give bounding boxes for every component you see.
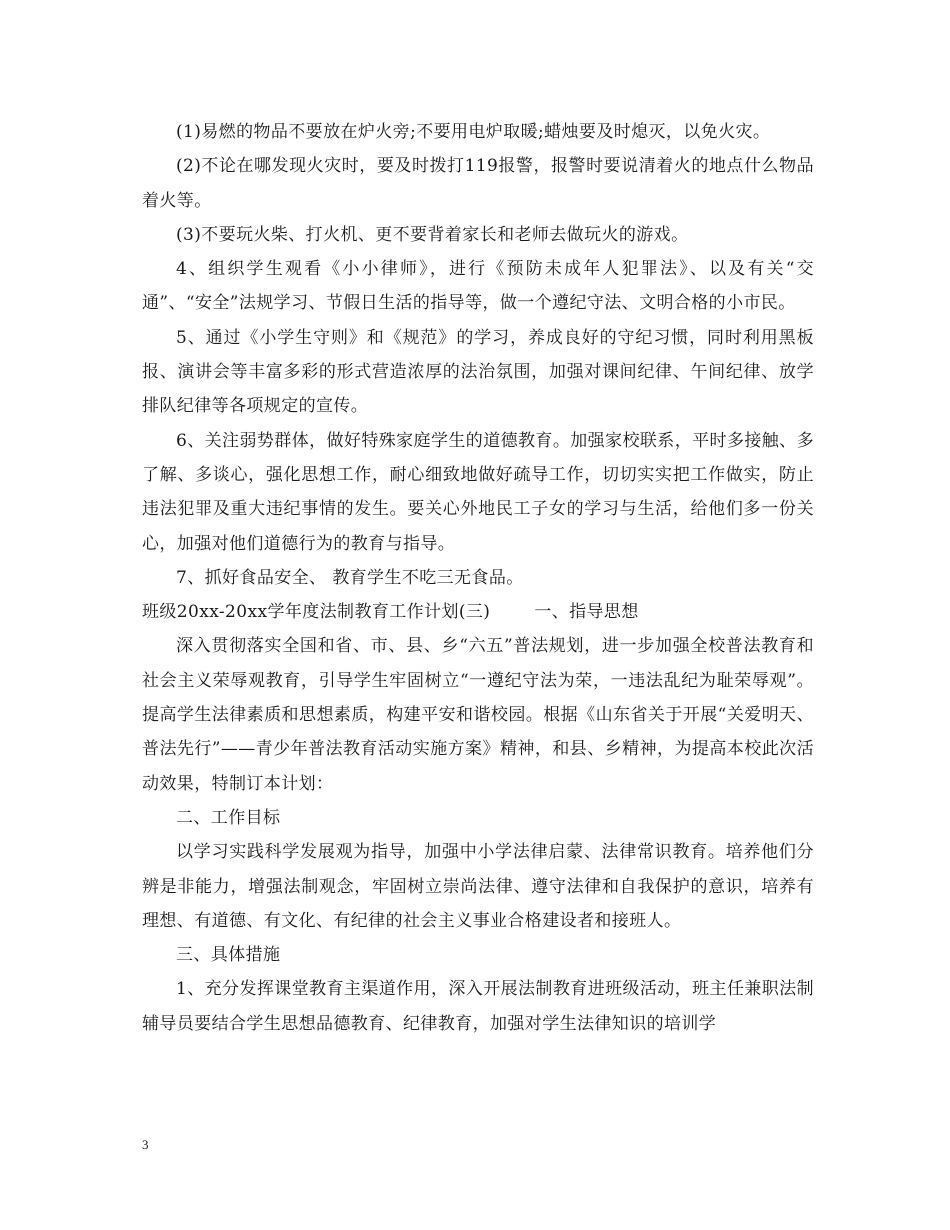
section-heading-work-goals: 二、工作目标 xyxy=(176,807,281,828)
paragraph-item-6: 6、关注弱势群体，做好特殊家庭学生的道德教育。加强家校联系，平时多接触、多了解、多谈心，强化思想工作，耐心细致地做好疏导工作，切切实实把工作做实，防止违法犯罪及重大违纪事情的发生。要关心外地民工子女的学习与生活，给他们多一份关心，加强对他们道德行为的教育与指导。 xyxy=(142,430,814,554)
paragraph-item-7: 7、抓好食品安全、 教育学生不吃三无食品。 xyxy=(176,567,524,588)
document-body xyxy=(142,115,814,1041)
section-heading-measures: 三、具体措施 xyxy=(176,945,281,966)
paragraph-fire-safety-3: (3)不要玩火柴、打火机、更不要背着家长和老师去做玩火的游戏。 xyxy=(176,224,689,245)
paragraph-fire-safety-1: (1)易燃的物品不要放在炉火旁;不要用电炉取暖;蜡烛要及时熄灭，以免火灾。 xyxy=(176,122,771,142)
plan-title: 班级20xx-20xx学年度法制教育工作计划(三) xyxy=(142,602,491,623)
page-number: 3 xyxy=(142,1137,149,1152)
paragraph-item-5: 5、通过《小学生守则》和《规范》的学习，养成良好的守纪习惯，同时利用黑板报、演讲会等丰富多彩的形式营造浓厚的法治氛围，加强对课间纪律、午间纪律、放学排队纪律等各项规定的宣传。 xyxy=(142,327,814,417)
paragraph-measure-1: 1、充分发挥课堂教育主渠道作用，深入开展法制教育进班级活动，班主任兼职法制辅导员要结合学生思想品德教育、纪律教育，加强对学生法律知识的培训学 xyxy=(142,979,814,1034)
paragraph-fire-safety-2: (2)不论在哪发现火灾时，要及时拨打119报警，报警时要说清着火的地点什么物品着火等。 xyxy=(142,156,814,211)
paragraph-item-4: 4、组织学生观看《小小律师》，进行《预防未成年人犯罪法》、以及有关“交通”、“安全”法规学习、节假日生活的指导等，做一个遵纪守法、文明合格的小市民。 xyxy=(142,259,814,314)
section-heading-guiding-thought: 一、指导思想 xyxy=(534,602,639,623)
paragraph-guiding-thought: 深入贯彻落实全国和省、市、县、乡“六五”普法规划，进一步加强全校普法教育和社会主义荣辱观教育，引导学生牢固树立“一遵纪守法为荣，一违法乱纪为耻荣辱观”。提高学生法律素质和思想素质，构建平安和谐校园。根据《山东省关于开展“关爱明天、普法先行”——青少年普法教育活动实施方案》精神，和县、乡精神，为提高本校此次活动效果，特制订本计划： xyxy=(142,636,814,794)
paragraph-work-goals: 以学习实践科学发展观为指导，加强中小学法律启蒙、法律常识教育。培养他们分辨是非能力，增强法制观念，牢固树立崇尚法律、遵守法律和自我保护的意识，培养有理想、有道德、有文化、有纪律的社会主义事业合格建设者和接班人。 xyxy=(142,842,814,931)
plan-title-line xyxy=(142,595,814,629)
